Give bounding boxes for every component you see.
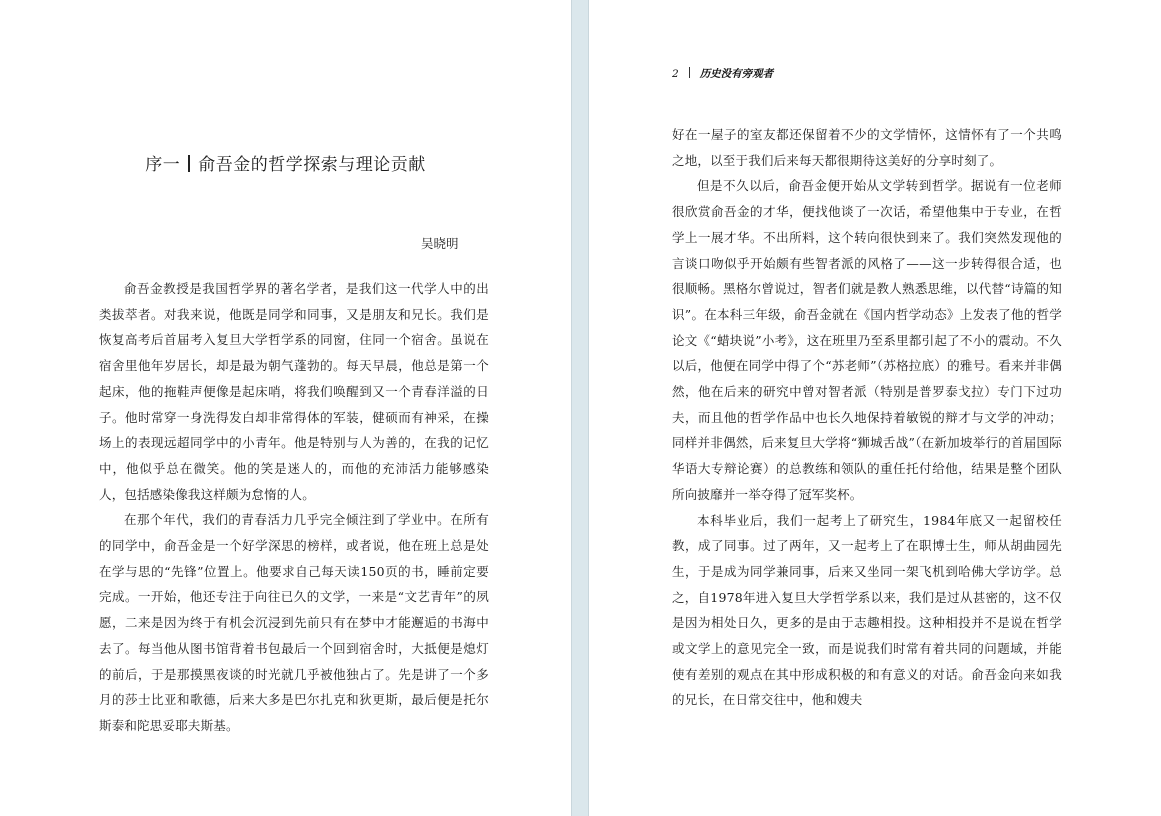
paragraph: 在那个年代，我们的青春活力几乎完全倾注到了学业中。在所有的同学中，俞吾金是一个好学深思的榜样，或者说，他在班上总是处在学与思的“先锋”位置上。他要求自己每天读150页的书，睡前定要完成。一开始，他还专注于向往已久的文学，一来是“文艺青年”的夙愿，二来是因为终于有机会沉浸到先前只有在梦中才能邂逅的书海中去了。每当他从图书馆背着书包最后一个回到宿舍时，大抵便是熄灯的前后，于是那摸黑夜谈的时光就几乎被他独占了。先是讲了一个多月的莎士比亚和歌德，后来大多是巴尔扎克和狄更斯，最后便是托尔斯泰和陀思妥耶夫斯基。: [99, 512, 489, 733]
right-body-text: [672, 122, 1062, 713]
paragraph: 俞吾金教授是我国哲学界的著名学者，是我们这一代学人中的出类拔萃者。对我来说，他既是同学和同事，又是朋友和兄长。我们是恢复高考后首届考入复旦大学哲学系的同窗，住同一个宿舍。虽说在宿舍里他年岁居长，却是最为朝气蓬勃的。每天早晨，他总是第一个起床，他的拖鞋声便像是起床哨，将我们唤醒到又一个青春洋溢的日子。他时常穿一身洗得发白却非常得体的军装，健硕而有神采，在操场上的表现远超同学中的小青年。他是特别与人为善的，在我的记忆中，他似乎总在微笑。他的笑是迷人的，而他的充沛活力能够感染人，包括感染像我这样颇为怠惰的人。: [99, 281, 489, 502]
right-page: [589, 0, 1161, 816]
paragraph: 本科毕业后，我们一起考上了研究生，1984年底又一起留校任教，成了同事。过了两年，又一起考上了在职博士生，师从胡曲园先生，于是成为同学兼同事，后来又坐同一架飞机到哈佛大学访学。总之，自1978年进入复旦大学哲学系以来，我们是过从甚密的，这不仅是因为相处日久，更多的是由于志趣相投。这种相投并不是说在哲学或文学上的意见完全一致，而是说我们时常有着共同的问题域，并能使有差别的观点在其中形成积极的和有意义的对话。俞吾金向来如我的兄长，在日常交往中，他和嫂夫: [672, 512, 1062, 708]
title-separator: [188, 155, 190, 172]
page-number: 2: [672, 68, 679, 80]
running-title: 历史没有旁观者: [699, 68, 774, 80]
running-header: [672, 66, 773, 81]
left-body-text: [99, 276, 489, 739]
header-separator: [689, 67, 690, 78]
paragraph: 但是不久以后，俞吾金便开始从文学转到哲学。据说有一位老师很欣赏俞吾金的才华，便找他谈了一次话，希望他集中于专业，在哲学上一展才华。不出所料，这个转向很快到来了。我们突然发现他的言谈口吻似乎开始颇有些智者派的风格了——这一步转得很合适，也很顺畅。黑格尔曾说过，智者们就是教人熟悉思维，以代替“诗篇的知识”。在本科三年级，俞吾金就在《国内哲学动态》上发表了他的哲学论文《“蜡块说”小考》，这在班里乃至系里都引起了不小的震动。不久以后，他便在同学中得了个“苏老师”（苏格拉底）的雅号。看来并非偶然，他在后来的研究中曾对智者派（特别是普罗泰戈拉）专门下过功夫，而且他的哲学作品中也长久地保持着敏锐的辩才与文学的冲动；同样并非偶然，后来复旦大学将“狮城舌战”（在新加坡举行的首届国际华语大专辩论赛）的总教练和领队的重任托付给他，结果是整个团队所向披靡并一举夺得了冠军奖杯。: [672, 178, 1062, 502]
page-gutter: [571, 0, 589, 816]
paragraph-continuation: 好在一屋子的室友都还保留着不少的文学情怀，这情怀有了一个共鸣之地，以至于我们后来每天都很期待这美好的分享时刻了。: [672, 127, 1062, 168]
author-name: 吴晓明: [421, 236, 459, 251]
chapter-label: 序一: [145, 155, 181, 175]
left-page: [0, 0, 571, 816]
chapter-title: 俞吾金的哲学探索与理论贡献: [198, 155, 426, 175]
chapter-heading: [0, 150, 571, 175]
